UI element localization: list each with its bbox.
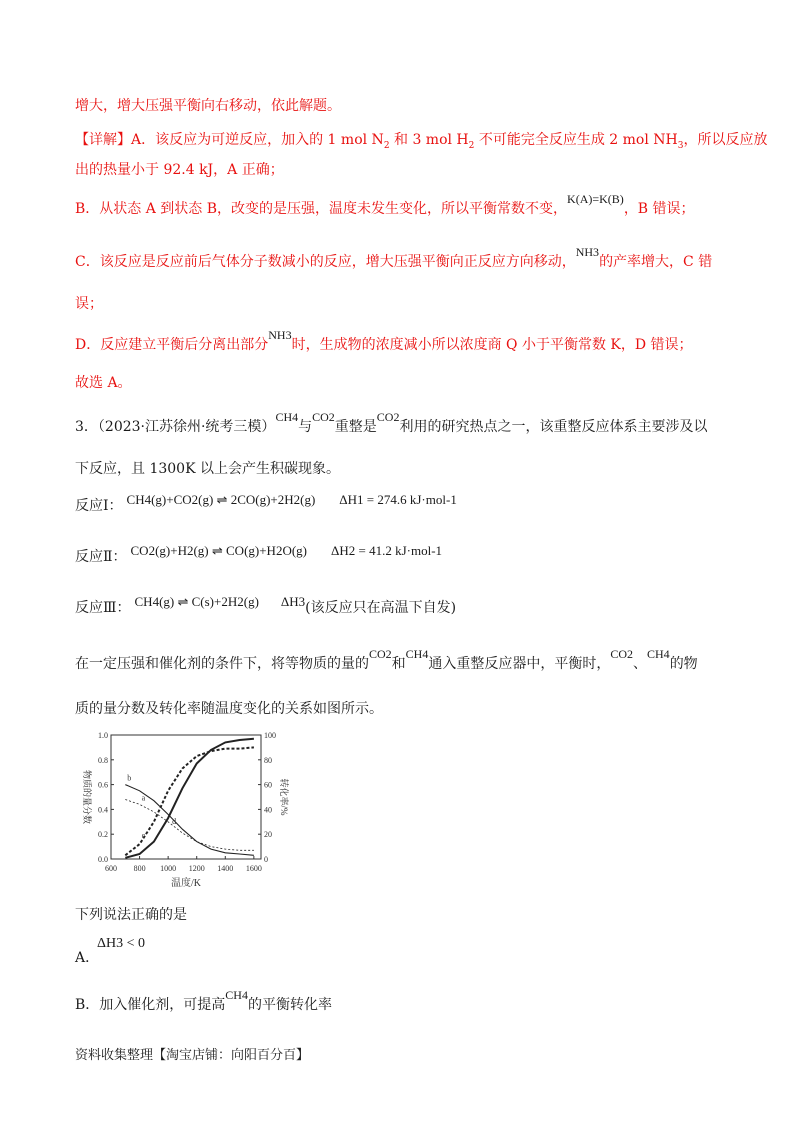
curve-label-a: a (141, 793, 146, 803)
x-tick-label: 1400 (217, 864, 234, 873)
y-left-tick-label: 0.8 (98, 755, 108, 765)
question-3-stem: 3．（2023·江苏徐州·统考三模）CH4与CO2重整是CO2利用的研究热点之一，该重整反应体系主要涉及以 (75, 410, 708, 435)
explanation-option-D: D．反应建立平衡后分离出部分NH3时，生成物的浓度减小所以浓度商 Q 小于平衡常数 K，D 错误； (75, 328, 693, 353)
explanation-line-1: 增大，增大压强平衡向右移动，依此解题。 (75, 98, 341, 114)
curve-a (125, 800, 254, 851)
y-right-tick-label: 60 (264, 780, 272, 790)
question-prompt: 下列说法正确的是 (75, 907, 187, 923)
x-tick-label: 1000 (160, 864, 177, 873)
explanation-detail-A: 【详解】A．该反应为可逆反应，加入的 1 mol $N_2$ 和 3 mol $H_2$ 不可能完全反应生成 2 mol $NH_3$，所以反应放 (75, 132, 768, 151)
y-right-tick-label: 20 (264, 830, 272, 840)
question-3-condition-2: 质的量分数及转化率随温度变化的关系如图所示。 (75, 701, 383, 717)
x-tick-label: 600 (105, 864, 117, 873)
x-tick-label: 1200 (188, 864, 205, 873)
reaction-3: 反应Ⅲ： CH4(g) ⇌ C(s)+2H2(g) ΔH3(该反应只在高温下自发) (75, 594, 457, 616)
explanation-conclusion: 故选 A。 (75, 375, 132, 391)
explanation-option-B: B．从状态 A 到状态 B，改变的是压强，温度未发生变化，所以平衡常数不变，K(A)=K(B)，B 错误； (75, 192, 695, 217)
curve-label-b: b (127, 773, 132, 783)
y-left-tick-label: 0.2 (98, 830, 108, 840)
footer-source: 资料收集整理【淘宝店铺：向阳百分百】 (75, 1048, 310, 1063)
x-tick-label: 800 (133, 864, 146, 873)
y-left-tick-label: 0.0 (98, 855, 108, 864)
explanation-option-C: C．该反应是反应前后气体分子数减小的反应，增大压强平衡向正反应方向移动，NH3的产率增大，C 错 (75, 245, 713, 270)
y-right-axis-label: 转化率/% (279, 778, 289, 816)
y-left-tick-label: 0.6 (98, 780, 108, 790)
y-left-axis-label: 物质的量分数 (82, 769, 92, 825)
reaction-1: 反应Ⅰ： CH4(g)+CO2(g) ⇌ 2CO(g)+2H2(g) ΔH1 = 274.6 kJ·mol-1 (75, 492, 457, 514)
x-axis-label: 温度/K (171, 878, 201, 889)
reaction-2: 反应Ⅱ： CO2(g)+H2(g) ⇌ CO(g)+H2O(g) ΔH2 = 41.2 kJ·mol-1 (75, 543, 443, 565)
y-right-tick-label: 0 (264, 855, 268, 864)
y-left-tick-label: 0.4 (98, 805, 108, 815)
curve-label-c: c (141, 831, 146, 841)
mole-fraction-conversion-chart (76, 728, 289, 894)
question-3-condition: 在一定压强和催化剂的条件下，将等物质的量的CO2和CH4通入重整反应器中，平衡时，CO2、CH4的物 (75, 647, 698, 672)
y-right-tick-label: 100 (264, 731, 276, 740)
option-B: B．加入催化剂，可提高CH4的平衡转化率 (75, 988, 332, 1013)
explanation-line-3: 出的热量小于 92.4 kJ，A 正确； (75, 162, 284, 178)
option-A: ΔH3 < 0 A． (75, 936, 146, 966)
explanation-line-6: 误； (75, 296, 103, 312)
y-left-tick-label: 1.0 (98, 731, 108, 740)
question-3-stem-2: 下反应，且 1300K 以上会产生积碳现象。 (75, 461, 340, 477)
y-right-tick-label: 80 (264, 755, 272, 765)
x-tick-label: 1600 (245, 864, 262, 873)
plot-frame (111, 735, 261, 859)
y-right-tick-label: 40 (264, 805, 272, 815)
curve-label-d: d (172, 817, 177, 827)
